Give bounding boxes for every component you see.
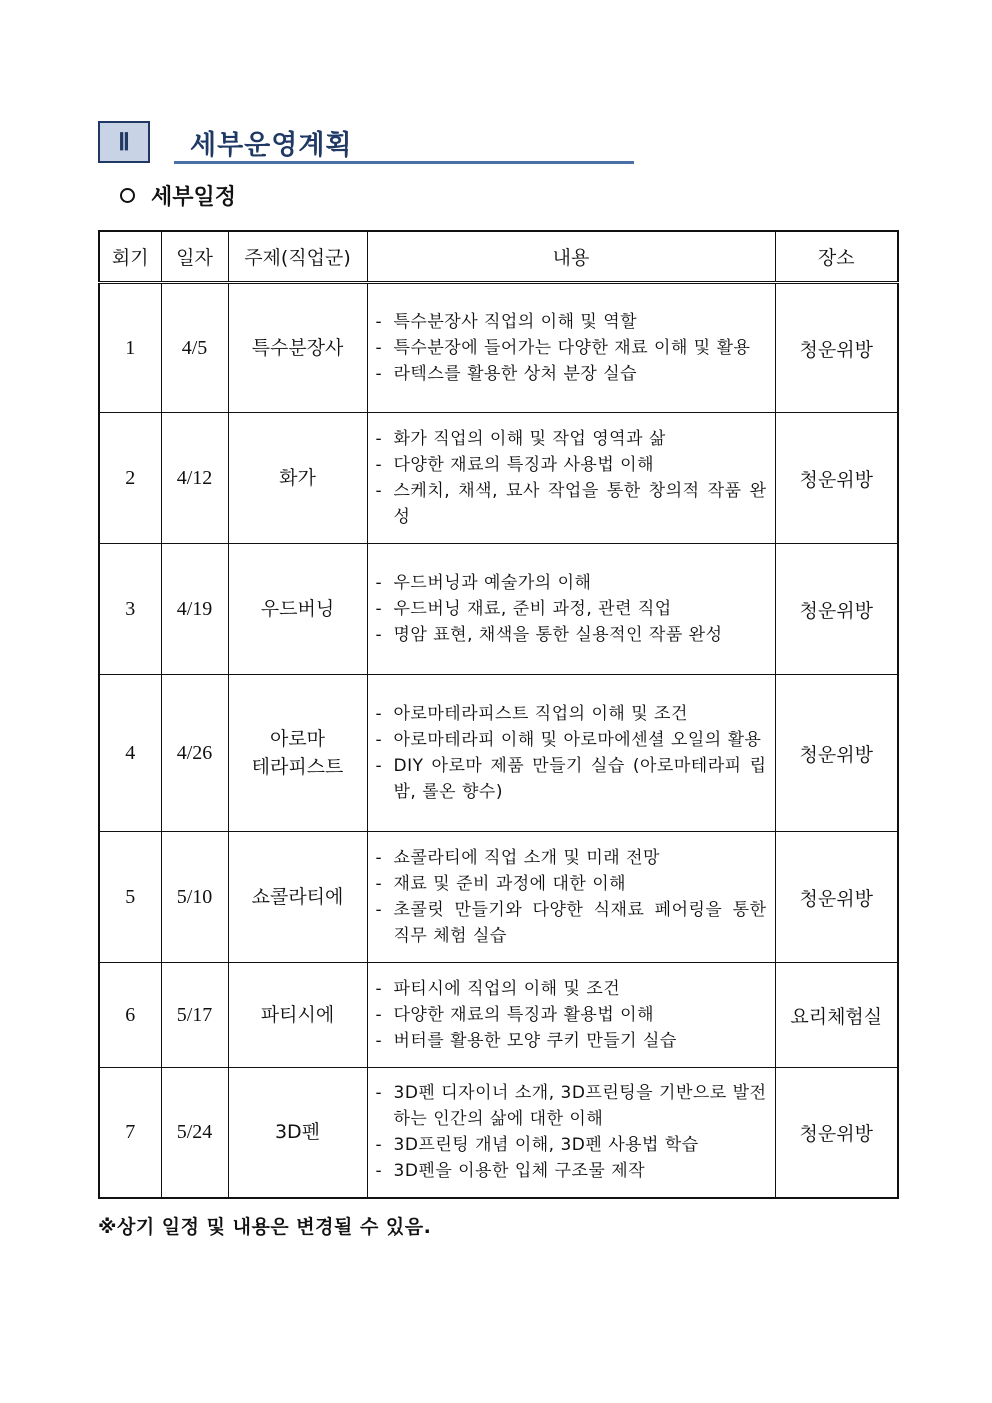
session-cell: 4 — [99, 675, 161, 832]
dash-bullet-icon: - — [375, 364, 383, 384]
dash-bullet-icon: - — [375, 1161, 383, 1182]
content-cell — [367, 675, 775, 832]
content-item-text: 특수분장에 들어가는 다양한 재료 이해 및 활용 — [393, 338, 751, 358]
dash-bullet-icon: - — [375, 573, 383, 593]
content-item-text: 재료 및 준비 과정에 대한 이해 — [393, 874, 627, 894]
content-item — [376, 309, 767, 335]
dash-bullet-icon: - — [375, 730, 383, 750]
dash-bullet-icon: - — [375, 979, 383, 999]
session-cell: 3 — [99, 544, 161, 675]
content-item-text: 아로마테라피 이해 및 아로마에센셜 오일의 활용 — [393, 730, 762, 750]
date-cell: 5/24 — [161, 1068, 228, 1198]
topic-cell — [228, 675, 367, 832]
dash-bullet-icon: - — [375, 455, 383, 475]
content-cell — [367, 544, 775, 675]
circle-bullet-icon — [120, 188, 135, 203]
topic-cell — [228, 832, 367, 963]
dash-bullet-icon: - — [375, 704, 383, 724]
content-item — [376, 478, 767, 530]
section-header — [98, 121, 638, 165]
topic-cell — [228, 413, 367, 544]
content-item — [376, 871, 767, 897]
date-cell: 4/26 — [161, 675, 228, 832]
content-item-text: 라텍스를 활용한 상처 분장 실습 — [393, 364, 638, 384]
dash-bullet-icon: - — [375, 900, 383, 920]
dash-bullet-icon: - — [375, 312, 383, 332]
header-date: 일자 — [161, 231, 228, 283]
content-item — [376, 701, 767, 727]
topic-cell — [228, 963, 367, 1068]
date-cell: 5/17 — [161, 963, 228, 1068]
content-item — [376, 570, 767, 596]
content-item-text: 명암 표현, 채색을 통한 실용적인 작품 완성 — [393, 625, 723, 645]
content-item — [376, 845, 767, 871]
place-cell: 요리체험실 — [775, 963, 898, 1068]
content-item-text: 쇼콜라티에 직업 소개 및 미래 전망 — [393, 848, 660, 868]
place-cell: 청운위방 — [775, 283, 898, 413]
content-item — [376, 596, 767, 622]
content-cell — [367, 832, 775, 963]
place-cell: 청운위방 — [775, 832, 898, 963]
content-item — [376, 361, 767, 387]
dash-bullet-icon: - — [375, 756, 383, 776]
date-cell: 4/5 — [161, 283, 228, 413]
session-cell: 6 — [99, 963, 161, 1068]
table-row — [99, 832, 898, 963]
topic-label: 특수분장사 — [251, 337, 344, 359]
session-cell: 2 — [99, 413, 161, 544]
content-item-text: 초콜릿 만들기와 다양한 식재료 페어링을 통한 직무 체험 실습 — [393, 900, 767, 946]
content-item — [376, 335, 767, 361]
dash-bullet-icon: - — [375, 1083, 383, 1104]
dash-bullet-icon: - — [375, 848, 383, 868]
header-content: 내용 — [367, 231, 775, 283]
content-item-text: 아로마테라피스트 직업의 이해 및 조건 — [393, 704, 688, 724]
section-underline — [174, 161, 634, 164]
topic-label: 아로마 테라피스트 — [251, 728, 344, 778]
dash-bullet-icon: - — [375, 1005, 383, 1025]
date-cell: 4/19 — [161, 544, 228, 675]
dash-bullet-icon: - — [375, 625, 383, 645]
dash-bullet-icon: - — [375, 874, 383, 894]
table-row — [99, 675, 898, 832]
topic-cell — [228, 544, 367, 675]
topic-label: 파티시에 — [260, 1004, 335, 1026]
topic-label: 우드버닝 — [260, 598, 335, 620]
session-cell: 7 — [99, 1068, 161, 1198]
topic-cell — [228, 1068, 367, 1198]
content-item — [376, 426, 767, 452]
content-cell — [367, 1068, 775, 1198]
content-item-text: DIY 아로마 제품 만들기 실습 (아로마테라피 립밤, 롤온 향수) — [393, 756, 767, 802]
dash-bullet-icon: - — [375, 429, 383, 449]
content-item — [376, 753, 767, 805]
content-cell — [367, 963, 775, 1068]
content-item — [376, 1028, 767, 1054]
dash-bullet-icon: - — [375, 599, 383, 619]
content-item-text: 화가 직업의 이해 및 작업 영역과 삶 — [393, 429, 666, 449]
dash-bullet-icon: - — [375, 481, 383, 501]
content-item-text: 다양한 재료의 특징과 활용법 이해 — [393, 1005, 655, 1025]
content-cell — [367, 413, 775, 544]
place-cell: 청운위방 — [775, 675, 898, 832]
subsection-header — [120, 180, 236, 211]
table-row — [99, 544, 898, 675]
header-place: 장소 — [775, 231, 898, 283]
content-item — [376, 622, 767, 648]
topic-label: 3D펜 — [274, 1121, 321, 1144]
session-cell: 5 — [99, 832, 161, 963]
date-cell: 4/12 — [161, 413, 228, 544]
content-item — [376, 1132, 767, 1158]
table-row — [99, 963, 898, 1068]
content-item — [376, 727, 767, 753]
content-item-text: 스케치, 채색, 묘사 작업을 통한 창의적 작품 완성 — [393, 481, 767, 527]
content-item — [376, 897, 767, 949]
topic-label: 화가 — [279, 467, 316, 489]
content-item-text: 3D펜을 이용한 입체 구조물 제작 — [393, 1161, 646, 1182]
content-item — [376, 452, 767, 478]
session-cell: 1 — [99, 283, 161, 413]
content-item-text: 특수분장사 직업의 이해 및 역할 — [393, 312, 638, 332]
table-row — [99, 1068, 898, 1198]
content-item-text: 우드버닝과 예술가의 이해 — [393, 573, 592, 593]
content-item-text: 파티시에 직업의 이해 및 조건 — [393, 979, 621, 999]
content-item-text: 우드버닝 재료, 준비 과정, 관련 직업 — [393, 599, 672, 619]
schedule-table — [98, 230, 899, 1199]
section-number-badge: Ⅱ — [98, 121, 150, 163]
content-item-text: 3D프린팅 개념 이해, 3D펜 사용법 학습 — [393, 1135, 699, 1156]
section-title: 세부운영계획 — [190, 130, 353, 161]
header-topic: 주제(직업군) — [228, 231, 367, 283]
dash-bullet-icon: - — [375, 338, 383, 358]
content-item — [376, 1080, 767, 1132]
header-session: 회기 — [99, 231, 161, 283]
date-cell: 5/10 — [161, 832, 228, 963]
table-row — [99, 283, 898, 413]
place-cell: 청운위방 — [775, 1068, 898, 1198]
dash-bullet-icon: - — [375, 1135, 383, 1156]
content-item — [376, 1158, 767, 1184]
subsection-title: 세부일정 — [151, 185, 237, 210]
dash-bullet-icon: - — [375, 1031, 383, 1051]
table-header-row — [99, 231, 898, 283]
topic-label: 쇼콜라티에 — [251, 886, 344, 908]
content-cell — [367, 283, 775, 413]
place-cell: 청운위방 — [775, 413, 898, 544]
table-row — [99, 413, 898, 544]
content-item-text: 3D펜 디자이너 소개, 3D프린팅을 기반으로 발전하는 인간의 삶에 대한 이해 — [393, 1083, 767, 1130]
topic-cell — [228, 283, 367, 413]
content-item — [376, 976, 767, 1002]
place-cell: 청운위방 — [775, 544, 898, 675]
change-notice: ※상기 일정 및 내용은 변경될 수 있음. — [98, 1216, 432, 1238]
content-item — [376, 1002, 767, 1028]
content-item-text: 버터를 활용한 모양 쿠키 만들기 실습 — [393, 1031, 677, 1051]
content-item-text: 다양한 재료의 특징과 사용법 이해 — [393, 455, 655, 475]
